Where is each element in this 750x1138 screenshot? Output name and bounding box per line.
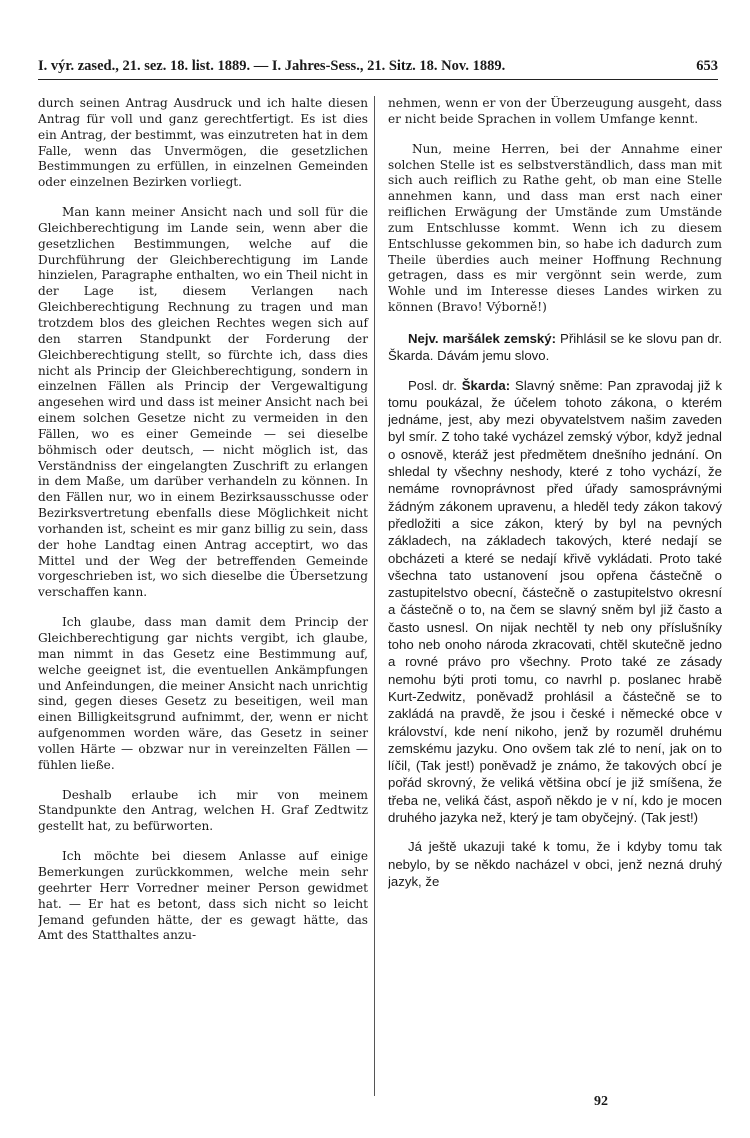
speaker-name: Nejv. maršálek zemský: bbox=[408, 330, 556, 346]
left-column-german bbox=[38, 96, 375, 1096]
sheet-mark: 92 bbox=[594, 1094, 608, 1109]
paragraph: nehmen, wenn er von der Überzeugung ausgeht, dass er nicht beide Sprachen in vollem Umfange kennt. bbox=[388, 96, 722, 126]
speaker-name: Škarda: bbox=[461, 377, 511, 393]
paragraph: durch seinen Antrag Ausdruck und ich halte diesen Antrag für voll und ganz gerechtfertigt. Es ist dies ein Antrag, der bestimmt, was einzutreten hat in dem Falle, wenn das Unvermögen, die gesetzlichen Bestimmungen zu erfüllen, in einzelnen Gemeinden oder einzelnen Bezirken vorliegt. bbox=[38, 96, 368, 190]
paragraph: Ich möchte bei diesem Anlasse auf einige Bemerkungen zurückkommen, welche mein sehr geehrter Herr Vorredner meiner Person gewidmet hat. — Er hat es betont, dass sich nicht so leicht Jemand gefunden hätte, der es gewagt hätte, das Amt des Statthaltes anzu- bbox=[38, 849, 368, 943]
header-session-info: I. výr. zased., 21. sez. 18. list. 1889. — I. Jahres-Sess., 21. Sitz. 18. Nov. 1889. bbox=[38, 58, 506, 74]
paragraph: Já ještě ukazuji také k tomu, že i kdyby tomu tak nebylo, by se někdo nacházel v obci, jenž nezná druhý jazyk, že bbox=[388, 839, 722, 889]
paragraph: Ich glaube, dass man damit dem Princip der Gleichberechtigung gar nichts vergibt, ich glaube, man nimmt in das Gesetz eine Bestimmung auf, welche geeignet ist, die eventuellen Ankämpfungen und Anfeindungen, die meiner Ansicht nach unrichtig sind, gegen dieses Gesetz zu beseitigen, weil man einen Billigkeitsgrund aufnimmt, der, wenn er nicht aufgenommen worden wäre, das Gesetz in seiner vollen Härte — obzwar nur in vereinzelten Fällen — fühlen ließe. bbox=[38, 615, 368, 772]
skarda-speech bbox=[388, 377, 722, 827]
paragraph: Nun, meine Herren, bei der Annahme einer solchen Stelle ist es selbstverständlich, dass man mit sich auch reiflich zu Rathe geht, ob man eine Stelle annehmen kann, und dass man erst nach einer reiflichen Erwägung der Umstände zum Umstände zum Entschlusse kommt. Wenn ich zu diesem Entschlusse gekommen bin, so habe ich dadurch zum Theile überdies auch meiner Hoffnung Rechnung getragen, dass es mir vergönnt sein werde, zum Wohle und im Interesse dieses Landes wirken zu können (Bravo! Výborně!) bbox=[388, 141, 722, 315]
paragraph: Man kann meiner Ansicht nach und soll für die Gleichberechtigung im Lande sein, wenn aber die gesetzlichen Bestimmungen, welche auf die Durchführung der Gleichberechtigung im Lande hinzielen, Paragraphe enthalten, wo ein Theil nicht in der Lage ist, diesem Verlangen nach Gleichberechtigung Rechnung zu tragen und man trotzdem blos des gleichen Rechtes wegen sich auf den starren Standpunkt der Forderung der Gleichberechtigung stellt, so fürchte ich, dass dies nicht als Princip der Gleichberechtigung, sondern in einzelnen Fällen als Princip der Vergewaltigung angesehen wird und dass ist meiner Ansicht nach bei einem solchen Gesetze nicht zu vermeiden in den Fällen, wo es einer Gemeinde — sei dieselbe böhmisch oder deutsch, — nicht möglich ist, das Verständniss der eingelangten Zuschrift zu erlangen in dem Maße, um darüber verhandeln zu können. In den Fällen nur, wo in einem Bezirksausschusse oder Bezirksvertretung ebenfalls diese Möglichkeit nicht vorhanden ist, scheint es mir ganz billig zu sein, dass der hohe Landtag einen Antrag acceptirt, wo das Mittel und der Weg der betreffenden Gemeinde vorgeschrieben ist, wo sich dieselbe die Übersetzung verschaffen kann. bbox=[38, 205, 368, 600]
two-column-body bbox=[38, 96, 722, 1096]
header-page-number: 653 bbox=[696, 58, 718, 74]
statement-text: Přihlásil se ke slovu pan dr. Škarda. Dávám jemu slovo. bbox=[388, 330, 722, 364]
german-continuation bbox=[388, 96, 722, 316]
speech-text: Slavný sněme: Pan zpravodaj již k tomu poukázal, že účelem tohoto zákona, o kterém jednáme, jest, aby mezi obyvatelstvem našim zaveden byl smír. Z toho také vycházel zemský výbor, když jednal o osnově, kteráž jest předmětem dnešního jednání. On shledal ty všechny neshody, které z toho vychází, že nemáme rovnoprávnost před úřady samosprávnými žádným zákonem upravenu, a hleděl tedy zákon takový předložiti a sice zákon, který by byl na pevných základech, na základech takových, které nedají se obcházeti a které se nedají křivě vykládati. Proto také všechna tato ustanovení jsou opřena částečně o zastupitelstvo obecní, částečně o zastupitelstvo okresní a částečně o to, na čem se slavný sněm byl již často a často usnesl. On nijak nechtěl ty neb ony příslušníky toho neb onoho národa zkracovati, chtěl skutečně jedno a rovné právo pro všechny. Proto také ze zásady nemohu býti proti tomu, co navrhl p. poslanec hrabě Kurt-Zedwitz, poněvadž prohlásil a částečně se to zakládá na pravdě, že jsou i české i německé obce v království, kde není nikoho, jenž by rozuměl druhému zemskému jazyku. Ono ovšem tak zlé to není, jak on to líčil, (Tak jest!) poněvadž je známo, že takových obcí je pořád skrovný, že veliká většina obcí je již smíšena, že třeba ne, veliká část, aspoň někdo je v ní, kdo je mocen druhého jazyka než, který je tam obyčejný. (Tak jest!) bbox=[388, 377, 722, 825]
paragraph: Deshalb erlaube ich mir von meinem Standpunkte den Antrag, welchen H. Graf Zedtwitz gestellt hat, zu befürworten. bbox=[38, 787, 368, 834]
right-column bbox=[388, 96, 722, 1096]
speaker-prefix: Posl. dr. bbox=[408, 377, 462, 393]
marshal-statement bbox=[388, 330, 722, 365]
running-header bbox=[38, 58, 718, 80]
